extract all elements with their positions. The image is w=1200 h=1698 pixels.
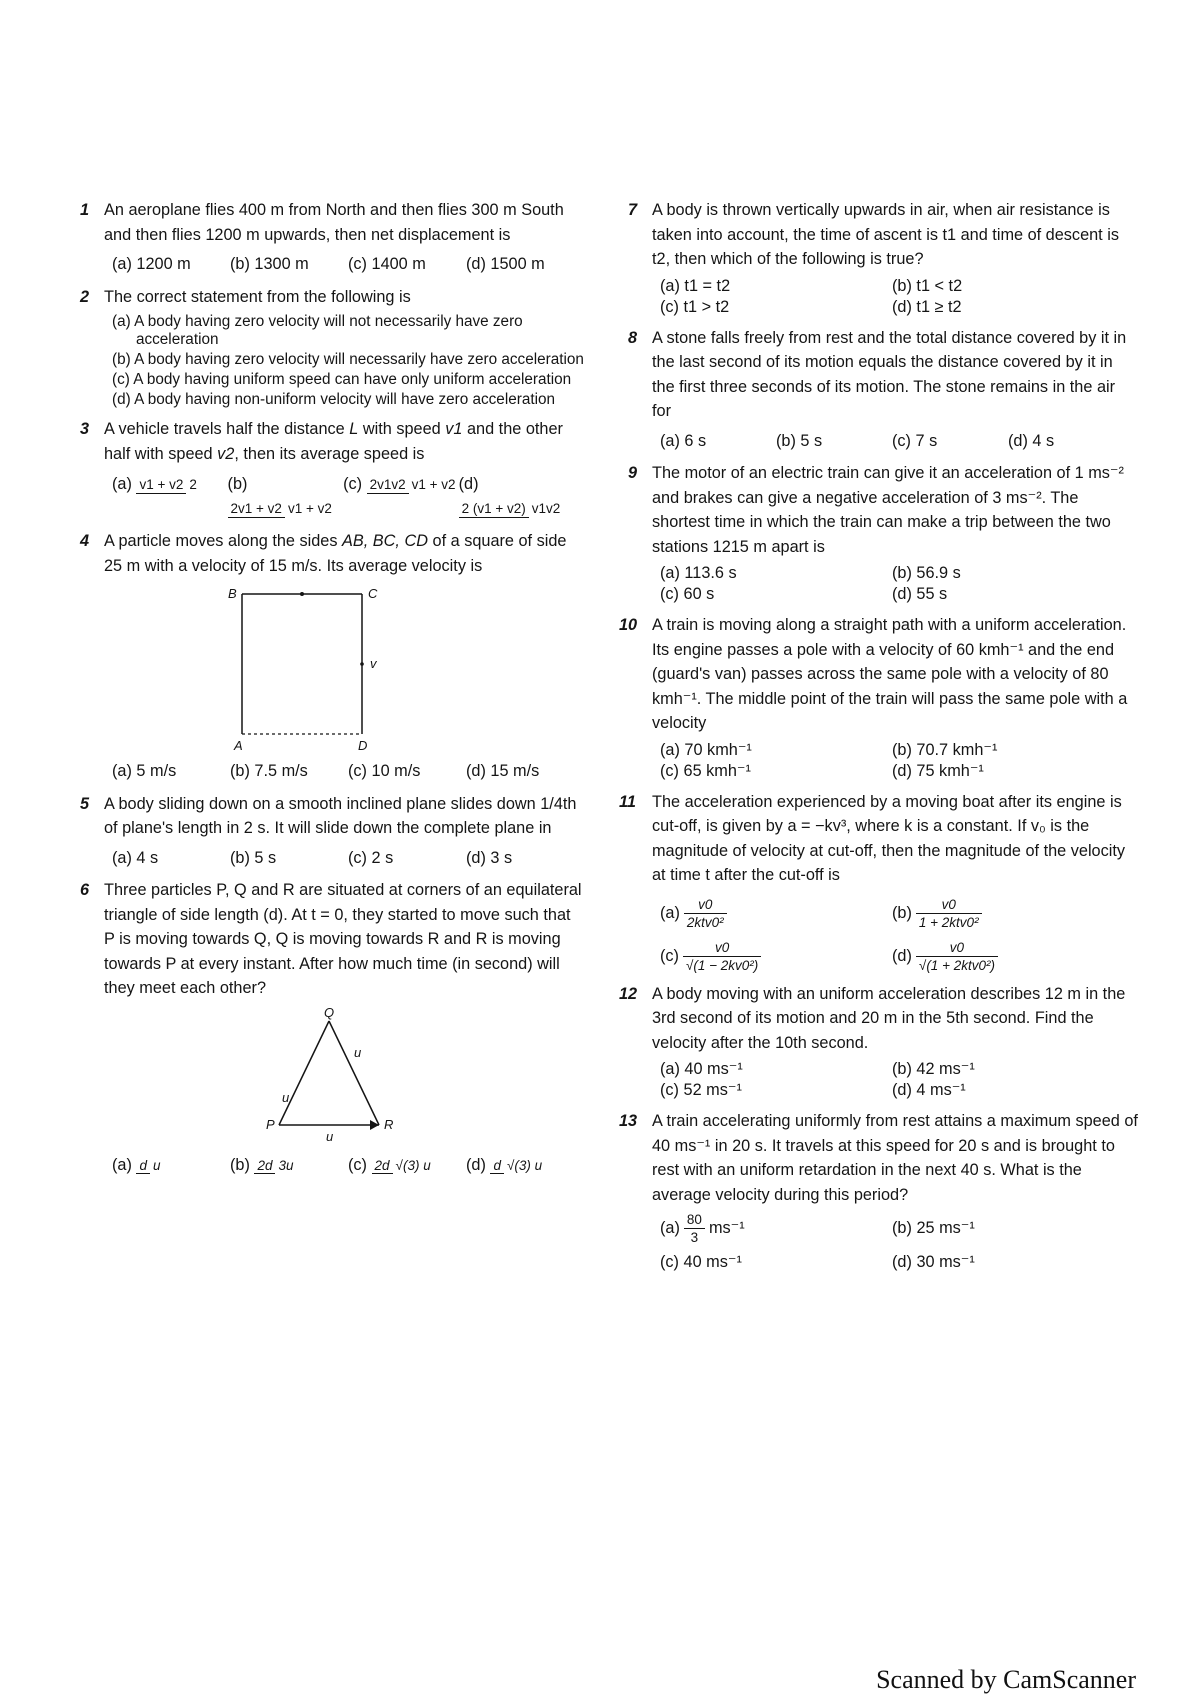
label-Q: Q	[324, 1006, 335, 1020]
question-number: 4	[80, 532, 90, 550]
option-c: (c) 2v1v2 v1 + v2	[343, 475, 456, 493]
option-b: (b) t1 < t2	[892, 276, 963, 295]
option-c: (c) 2d √(3) u	[348, 1155, 431, 1174]
option-c: (c) A body having uniform speed can have only uniform acceleration	[112, 371, 572, 388]
options	[112, 846, 585, 871]
option-b: (b) 70.7 kmh⁻¹	[892, 740, 998, 759]
option-a: (a) 1200 m	[112, 255, 191, 273]
question-number: 3	[80, 420, 90, 438]
question-1	[80, 198, 585, 277]
question-text: A stone falls freely from rest and the total distance covered by it in the last second of its motion equals the distance covered by it in the first three seconds of its motion. The stone remains in the air for	[652, 328, 1127, 420]
question-text: A body is thrown vertically upwards in air, when air resistance is taken into account, the time of ascent is t1 and time of descent is t2, then which of the following is true?	[652, 201, 1119, 268]
option-c: (c) 52 ms⁻¹	[660, 1081, 742, 1099]
question-text: A particle moves along the sides AB, BC, CD of a square of side 25 m with a velocity of 15 m/s. Its average velocity is	[104, 532, 567, 575]
option-b: (b) 5 s	[776, 431, 823, 450]
question-text: An aeroplane flies 400 m from North and then flies 300 m South and then flies 1200 m upwards, then net displacement is	[104, 201, 564, 244]
question-number: 10	[619, 616, 638, 634]
question-text: A body sliding down on a smooth inclined plane slides down 1/4th of plane's length in 2 s. It will slide down the complete plane in	[104, 794, 577, 837]
left-column	[80, 198, 585, 1179]
option-d: (d) 3 s	[466, 848, 513, 867]
option-b: (b) 2v1 + v2 v1 + v2	[227, 475, 332, 517]
option-c: (c) 2 s	[348, 848, 394, 867]
options	[660, 1211, 1138, 1273]
option-d: (d) 4 ms⁻¹	[892, 1081, 966, 1099]
options	[660, 429, 1138, 454]
question-number: 5	[80, 794, 90, 813]
options	[112, 1153, 585, 1178]
option-d: (d) 2 (v1 + v2) v1v2	[458, 475, 561, 517]
question-text: A body moving with an uniform acceleration describes 12 m in the 3rd second of its motion and 20 m in the 5th second. Find the velocity after the 10th second.	[652, 984, 1126, 1052]
question-number: 7	[628, 201, 638, 219]
question-text: Three particles P, Q and R are situated at corners of an equilateral triangle of side length (d). At t = 0, they started to move such that P is moving towards Q, Q is moving towards R and R is moving towards P at every instant. After how much time (in second) will they meet each other?	[104, 881, 582, 997]
question-text: A train accelerating uniformly from rest attains a maximum speed of 40 ms⁻¹ in 20 s. It travels at this speed for 20 s and is brought to rest with an uniform retardation in the next 40 s. What is the average velocity during this period?	[652, 1112, 1138, 1204]
question-number: 13	[619, 1112, 638, 1130]
question-6	[80, 878, 585, 1177]
option-c: (c) t1 > t2	[660, 297, 730, 316]
option-a: (a) 113.6 s	[660, 564, 737, 582]
option-b: (b) A body having zero velocity will necessarily have zero acceleration	[112, 351, 584, 368]
option-c: (c) 60 s	[660, 585, 715, 603]
option-d: (d) 75 kmh⁻¹	[892, 761, 984, 780]
option-a: (a) 5 m/s	[112, 762, 177, 780]
question-text: A vehicle travels half the distance L with speed v1 and the other half with speed v2, then its average speed is	[104, 420, 563, 463]
right-column	[619, 198, 1138, 1275]
option-c: (c) 7 s	[892, 431, 938, 450]
option-b: (b) 2d 3u	[230, 1155, 294, 1174]
question-10	[619, 613, 1138, 782]
question-5	[80, 792, 585, 871]
option-a: (a) $\frac{v0}{\text{2ktv0²}}$	[660, 896, 892, 931]
options	[112, 759, 585, 784]
question-9	[628, 461, 1138, 605]
label-D: D	[358, 738, 368, 753]
question-12	[619, 982, 1138, 1102]
option-a: (a) 70 kmh⁻¹	[660, 740, 752, 759]
question-text: The correct statement from the following is	[104, 287, 411, 306]
option-d: (d) $\frac{v0}{\text{√(1 + 2ktv0²)}}$	[892, 939, 1124, 974]
question-number: 9	[628, 464, 638, 482]
label-R: R	[384, 1116, 394, 1132]
option-d: (d) t1 ≥ t2	[892, 297, 962, 316]
options	[660, 276, 1138, 318]
option-c: (c) 40 ms⁻¹	[660, 1253, 742, 1271]
question-number: 1	[80, 201, 90, 219]
option-b: (b) 56.9 s	[892, 564, 961, 582]
label-u-qr: u	[354, 1044, 362, 1060]
option-a: (a) v1 + v2 2	[112, 475, 197, 493]
option-a: (a) $\frac{80}{3}$ ms⁻¹	[660, 1212, 745, 1245]
option-a: (a) 40 ms⁻¹	[660, 1060, 743, 1078]
question-number: 8	[628, 328, 638, 347]
label-P: P	[266, 1116, 275, 1132]
camscanner-watermark: Scanned by CamScanner	[876, 1665, 1136, 1694]
option-a: (a) 4 s	[112, 848, 159, 867]
option-a: (a) t1 = t2	[660, 276, 731, 295]
option-d: (d) A body having non-uniform velocity will have zero acceleration	[112, 391, 555, 408]
square-figure	[222, 584, 422, 754]
option-d: (d) 1500 m	[466, 255, 545, 273]
label-B: B	[228, 586, 237, 601]
question-number: 6	[80, 881, 90, 899]
question-number: 2	[80, 287, 90, 306]
question-7	[628, 198, 1138, 318]
question-number: 12	[619, 984, 638, 1003]
option-d: (d) 4 s	[1008, 431, 1055, 450]
option-b: (b) 7.5 m/s	[230, 762, 308, 780]
option-d: (d) 15 m/s	[466, 762, 540, 780]
options	[660, 1059, 1138, 1101]
question-8	[628, 326, 1138, 454]
option-d: (d) 55 s	[892, 585, 948, 603]
option-a: (a) A body having zero velocity will not necessarily have zero acceleration	[112, 313, 523, 348]
option-c: (c) 65 kmh⁻¹	[660, 761, 751, 780]
options	[660, 740, 1138, 782]
option-b: (b) 1300 m	[230, 255, 309, 273]
question-number: 11	[619, 792, 636, 811]
label-A: A	[234, 738, 243, 753]
label-u-rp: u	[326, 1128, 334, 1144]
option-d: (d) 30 ms⁻¹	[892, 1253, 975, 1271]
option-c: (c) 10 m/s	[348, 762, 421, 780]
question-3	[80, 417, 585, 521]
question-text: The motor of an electric train can give it an acceleration of 1 ms⁻² and brakes can give a negative acceleration of 3 ms⁻². The shortest time in which the train can make a trip between the two stations 1215 m apart is	[652, 464, 1124, 556]
question-4	[80, 529, 585, 784]
option-c: (c) $\frac{v0}{\text{√(1 − 2kv0²)}}$	[660, 939, 892, 974]
option-a: (a) d u	[112, 1155, 161, 1174]
question-text: A train is moving along a straight path with a uniform acceleration. Its engine passes a pole with a velocity of 60 kmh⁻¹ and the end (guard's van) passes across the same pole with a velocity of 80 kmh⁻¹. The middle point of the train will pass the same pole with a velocity	[652, 616, 1128, 732]
label-u-pq: u	[282, 1089, 290, 1105]
option-c: (c) 1400 m	[348, 255, 426, 273]
label-v: v	[370, 656, 377, 671]
options	[112, 313, 585, 409]
question-13	[619, 1109, 1138, 1273]
question-11	[619, 790, 1138, 974]
options	[660, 896, 1138, 974]
option-a: (a) 6 s	[660, 431, 707, 450]
options	[112, 472, 585, 521]
question-text: The acceleration experienced by a moving boat after its engine is cut-off, is given by a = −kv³, where k is a constant. If v₀ is the magnitude of velocity at cut-off, then the magnitude of the velocity at time t after the cut-off is	[652, 792, 1126, 884]
option-b: (b) $\frac{v0}{\text{1 + 2ktv0²}}$	[892, 896, 1124, 931]
question-2	[80, 285, 585, 410]
option-b: (b) 5 s	[230, 848, 277, 867]
option-d: (d) d √(3) u	[466, 1155, 543, 1174]
options	[660, 563, 1138, 605]
option-b: (b) 42 ms⁻¹	[892, 1060, 975, 1078]
option-b: (b) 25 ms⁻¹	[892, 1219, 975, 1237]
triangle-figure	[254, 1007, 424, 1147]
label-C: C	[368, 586, 378, 601]
options	[112, 252, 585, 277]
